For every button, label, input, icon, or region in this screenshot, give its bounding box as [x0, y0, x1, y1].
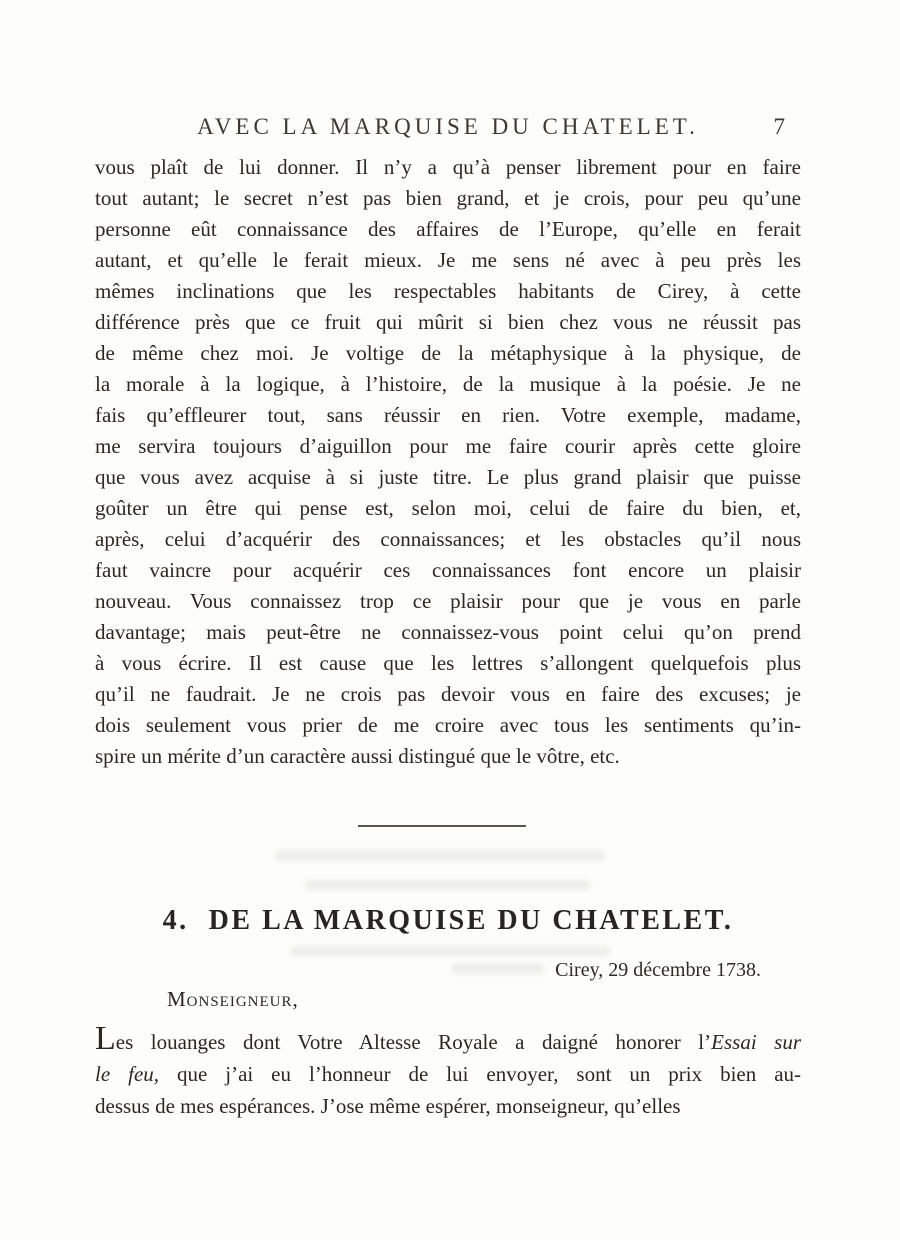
bleed-through-smudge: [275, 850, 605, 861]
text-line: goûter un être qui pense est, selon moi, celui de faire du bien, et,: [95, 496, 801, 520]
letter-title: DE LA MARQUISE DU CHATELET.: [208, 905, 734, 936]
text-line: le feu, que j’ai eu l’honneur de lui envoyer, sont un prix bien au-: [95, 1062, 802, 1086]
text-line: la morale à la logique, à l’histoire, de la musique à la poésie. Je ne: [95, 372, 801, 396]
text-line: qu’il ne faudrait. Je ne crois pas devoir vous en faire des excuses; je: [95, 682, 801, 706]
italic-title-fragment: Essai sur: [711, 1030, 801, 1054]
letter-text-block: [95, 152, 801, 772]
running-header: AVEC LA MARQUISE DU CHATELET.: [197, 114, 699, 139]
text-line: après, celui d’acquérir des connaissances; et les obstacles qu’il nous: [95, 527, 801, 551]
letter-heading: [95, 903, 801, 939]
text-line: nouveau. Vous connaissez trop ce plaisir pour que je vous en parle: [95, 589, 801, 613]
bleed-through-smudge: [305, 880, 590, 890]
text-line: spire un mérite d’un caractère aussi distingué que le vôtre, etc.: [95, 744, 620, 768]
text-line: faut vaincre pour acquérir ces connaissances font encore un plaisir: [95, 558, 801, 582]
text-line: vous plaît de lui donner. Il n’y a qu’à penser librement pour en faire: [95, 155, 801, 179]
text-line: dessus de mes espérances. J’ose même espérer, monseigneur, qu’elles: [95, 1094, 681, 1118]
page-header: [95, 110, 801, 144]
text-line: personne eût connaissance des affaires de l’Europe, qu’elle en ferait: [95, 217, 801, 241]
letter-dateline: Cirey, 29 décembre 1738.: [555, 959, 761, 981]
italic-title-fragment: le feu,: [95, 1062, 177, 1086]
text-line: mêmes inclinations que les respectables habitants de Cirey, à cette: [95, 279, 801, 303]
text-line: tout autant; le secret n’est pas bien grand, et je crois, pour peu qu’une: [95, 186, 801, 210]
text-line: me servira toujours d’aiguillon pour me faire courir après cette gloire: [95, 434, 801, 458]
text-line: à vous écrire. Il est cause que les lettres s’allongent quelquefois plus: [95, 651, 801, 675]
letter-opening-paragraph: [95, 1020, 802, 1122]
bleed-through-smudge: [290, 946, 610, 956]
letter-salutation: Monseigneur,: [167, 987, 299, 1011]
text-line: que vous avez acquise à si juste titre. Le plus grand plaisir que puisse: [95, 465, 801, 489]
section-divider: [358, 825, 526, 827]
text-line: différence près que ce fruit qui mûrit si bien chez vous ne réussit pas: [95, 310, 801, 334]
text-line: Les louanges dont Votre Altesse Royale a daigné honorer l’Essai sur: [95, 1020, 801, 1057]
drop-initial: L: [95, 1020, 116, 1057]
text-line: dois seulement vous prier de me croire avec tous les sentiments qu’in-: [95, 713, 801, 737]
text-line: davantage; mais peut-être ne connaissez-vous point celui qu’on prend: [95, 620, 801, 644]
letter-number: 4.: [162, 905, 189, 936]
text-line: fais qu’effleurer tout, sans réussir en rien. Votre exemple, madame,: [95, 403, 801, 427]
text-line: de même chez moi. Je voltige de la métaphysique à la physique, de: [95, 341, 801, 365]
text-line: autant, et qu’elle le ferait mieux. Je me sens né avec à peu près les: [95, 248, 801, 272]
page-number: 7: [773, 114, 785, 139]
